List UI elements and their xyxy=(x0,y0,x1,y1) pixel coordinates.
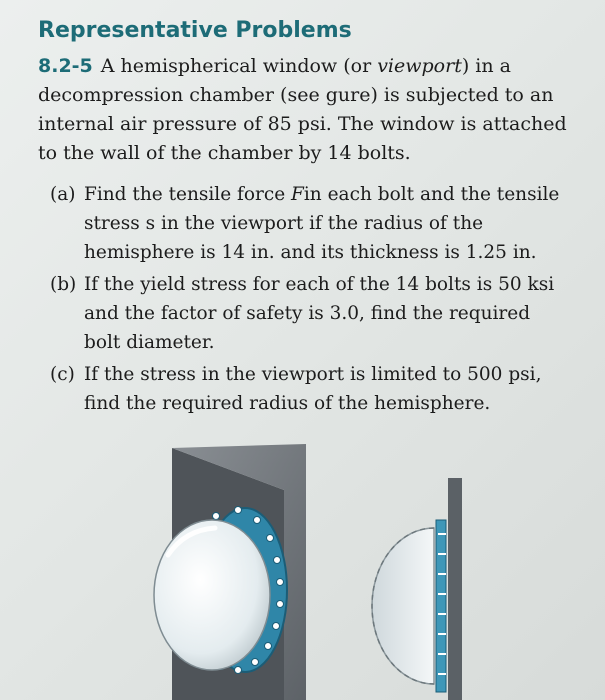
part-b xyxy=(50,270,570,357)
problem-text-italic: viewport xyxy=(377,55,462,77)
part-a xyxy=(50,180,570,267)
side-view xyxy=(372,478,462,700)
part-a-text-start: Find the tensile force xyxy=(84,184,292,205)
part-b-label: (b) xyxy=(50,274,77,295)
part-c xyxy=(50,360,570,418)
bolt xyxy=(277,579,284,586)
bolt xyxy=(235,667,242,674)
hemispherical-window xyxy=(154,520,270,670)
bolt xyxy=(277,601,284,608)
part-c-text: If the stress in the viewport is limited to 500 psi, find the required radius of the hemisphere. xyxy=(84,364,542,414)
part-c-label: (c) xyxy=(50,364,75,385)
bolt xyxy=(273,623,280,630)
side-dome xyxy=(372,528,434,684)
part-b-text: If the yield stress for each of the 14 bolts is 50 ksi and the factor of safety is 3.0, find the required bolt diameter. xyxy=(84,274,555,353)
section-heading: Representative Problems xyxy=(38,18,352,43)
part-a-text xyxy=(84,180,570,267)
part-a-force-symbol: F xyxy=(291,184,304,205)
bolt xyxy=(274,557,281,564)
problem-number: 8.2-5 xyxy=(38,55,93,77)
side-wall xyxy=(448,478,462,700)
problem-statement xyxy=(38,52,588,168)
bolt xyxy=(252,659,259,666)
bolt xyxy=(235,507,242,514)
bolt xyxy=(267,535,274,542)
viewport-figure xyxy=(0,430,605,700)
bolt xyxy=(213,513,220,520)
side-flange xyxy=(436,520,446,692)
problem-text-start: A hemispherical window (or xyxy=(100,55,378,77)
bolt xyxy=(254,517,261,524)
part-a-label: (a) xyxy=(50,184,76,205)
problem-text-end: ) in a decompression chamber (see gure) is subjected to an internal air pressure of 85 psi. The window is attached to the wall of the chamber by 14 bolts. xyxy=(38,55,567,164)
bolt xyxy=(265,643,272,650)
part-a-text-end: in each bolt and the tensile stress s in the viewport if the radius of the hemisphere is 14 in. and its thickness is 1.25 in. xyxy=(84,184,560,263)
